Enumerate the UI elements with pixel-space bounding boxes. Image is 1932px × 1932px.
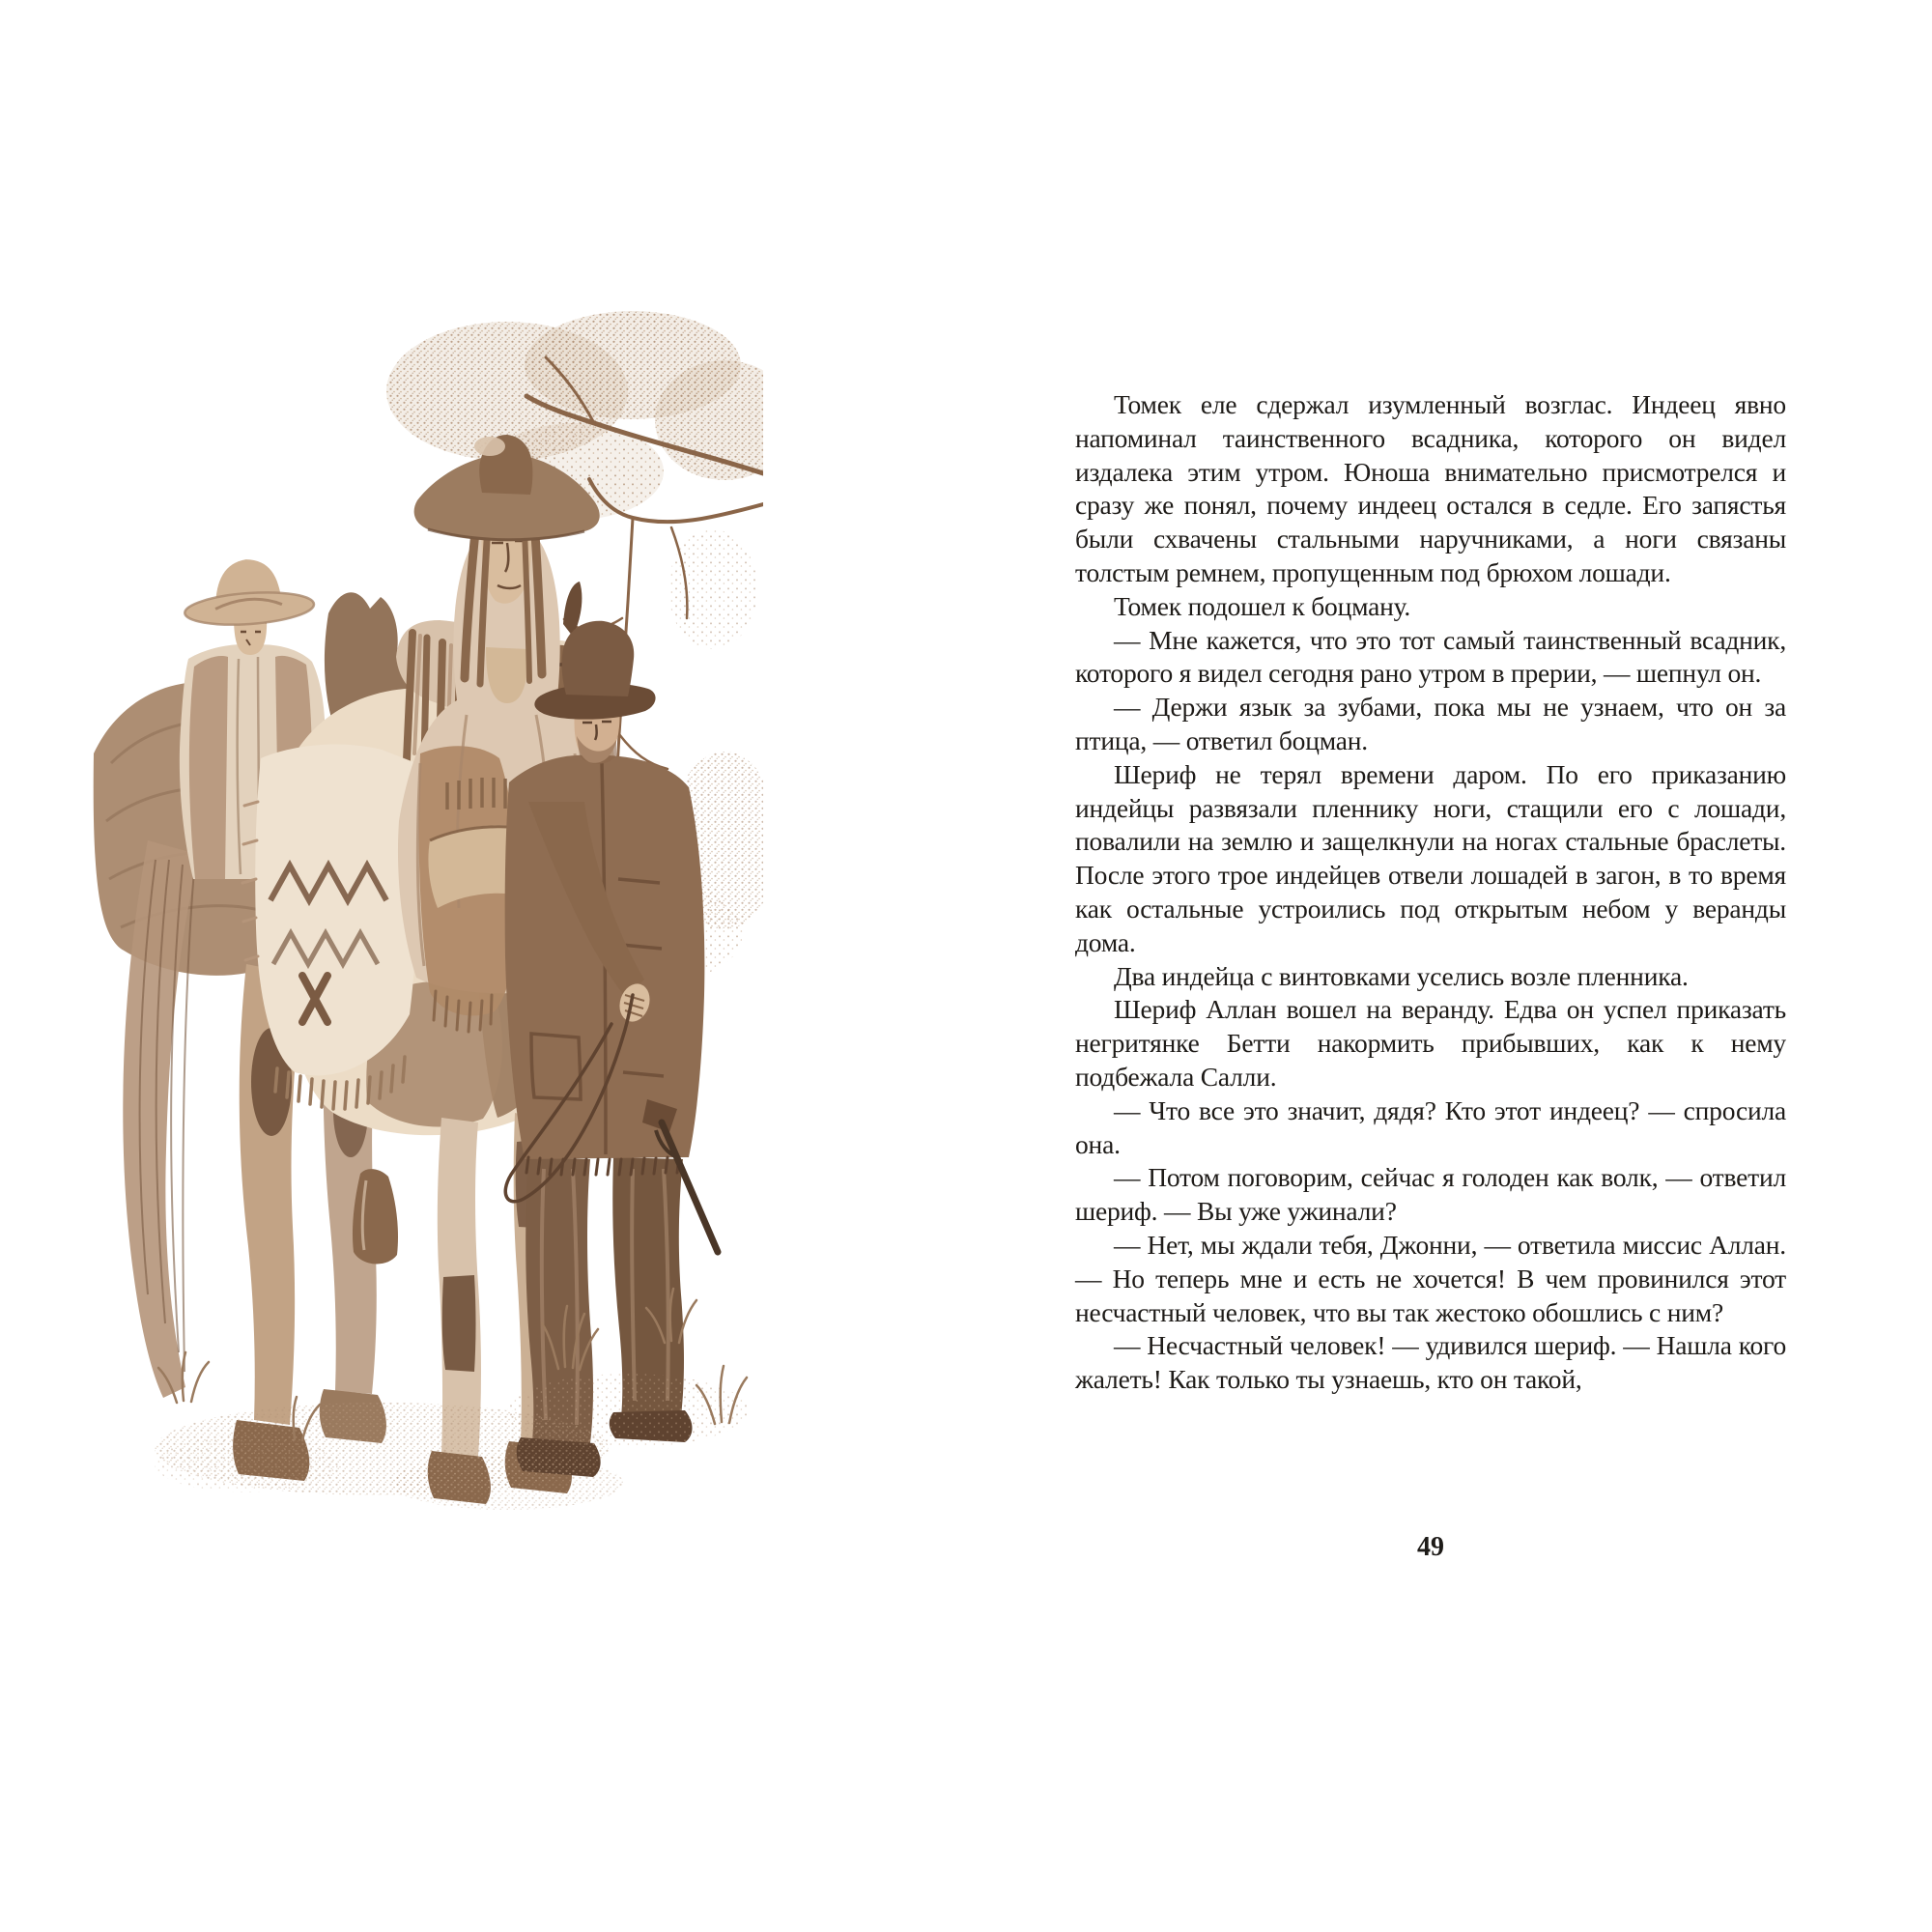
paragraph: — Держи язык за зубами, пока мы не узнаем, что он за птица, — ответил боцман. — [1075, 692, 1786, 755]
paragraph: — Несчастный человек! — удивился шериф. — Нашла кого жалеть! Как только ты узнаешь, кто он такой, — [1075, 1330, 1786, 1395]
page-text — [1075, 388, 1786, 1397]
paragraph: — Потом поговорим, сейчас я голоден как волк, — ответил шериф. — Вы уже ужинали? — [1075, 1162, 1786, 1227]
paragraph: Два индейца с винтовками уселись возле пленника. — [1114, 960, 1689, 991]
paragraph: Томек еле сдержал изумленный возглас. Индеец явно напоминал таинственного всадника, которого он видел издалека этим утром. Юноша внимательно присмотрелся и сразу же понял, почему индеец остался в седле. Его запястья были схвачены стальными наручниками, а ноги связаны толстым ремнем, пропущенным под брюхом лошади. — [1075, 389, 1786, 587]
text-column — [1075, 388, 1786, 1397]
paragraph: Томек подошел к боцману. — [1114, 590, 1411, 621]
paragraph: Шериф не терял времени даром. По его приказанию индейцы развязали пленнику ноги, стащили его с лошади, повалили на землю и защелкнули на ногах стальные браслеты. После этого трое индейцев отвели лошадей в загон, в то время как остальные устроились под открытым небом у веранды дома. — [1075, 758, 1786, 957]
paragraph: — Нет, мы ждали тебя, Джонни, — ответила миссис Аллан. — Но теперь мне и есть не хочется! В чем провинился этот несчастный человек, что вы так жестоко обошлись с ним? — [1075, 1229, 1786, 1327]
illustration-drawing — [92, 299, 763, 1512]
page-number: 49 — [1417, 1532, 1444, 1562]
paragraph: — Что все это значит, дядя? Кто этот индеец? — спросила она. — [1075, 1094, 1786, 1159]
illustration — [92, 299, 763, 1512]
paragraph: Шериф Аллан вошел на веранду. Едва он успел приказать негритянке Бетти накормить прибывших, как к нему подбежала Салли. — [1075, 994, 1786, 1092]
paragraph: — Мне кажется, что это тот самый таинственный всадник, которого я видел сегодня рано утром в прерии, — шепнул он. — [1075, 624, 1786, 689]
